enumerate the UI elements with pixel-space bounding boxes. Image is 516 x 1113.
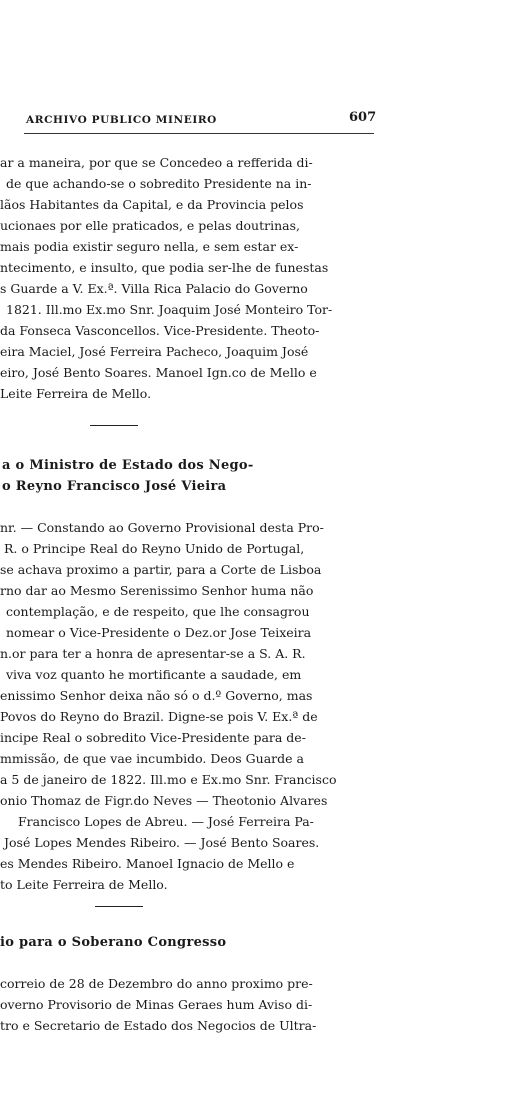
text-line: Leite Ferreira de Mello. — [0, 386, 152, 401]
text-line: 1821. Ill.mo Ex.mo Snr. Joaquim José Monteiro Tor- — [6, 302, 333, 317]
text-line: to Leite Ferreira de Mello. — [0, 877, 168, 892]
text-line: lãos Habitantes da Capital, e da Provincia pelos — [0, 197, 304, 212]
text-line: Povos do Reyno do Brazil. Digne-se pois V. Ex.ª de — [0, 709, 318, 724]
text-line: Francisco Lopes de Abreu. — José Ferreira Pa- — [18, 814, 314, 829]
text-line: José Lopes Mendes Ribeiro. — José Bento Soares. — [4, 835, 320, 850]
text-line: nomear o Vice-Presidente o Dez.or Jose Teixeira — [6, 625, 312, 640]
text-line: enissimo Senhor deixa não só o d.º Governo, mas — [0, 688, 313, 703]
text-line: a 5 de janeiro de 1822. Ill.mo e Ex.mo Snr. Francisco — [0, 772, 337, 787]
text-line: ntecimento, e insulto, que podia ser-lhe de funestas — [0, 260, 329, 275]
text-line: eiro, José Bento Soares. Manoel Ign.co de Mello e — [0, 365, 317, 380]
text-line: viva voz quanto he mortificante a saudade, em — [6, 667, 302, 682]
text-line: nr. — Constando ao Governo Provisional desta Pro- — [0, 520, 324, 535]
text-line: eira Maciel, José Ferreira Pacheco, Joaquim José — [0, 344, 309, 359]
section-separator — [90, 425, 138, 426]
text-line: mmissão, de que vae incumbido. Deos Guarde a — [0, 751, 304, 766]
text-line: n.or para ter a honra de apresentar-se a S. A. R. — [0, 646, 306, 661]
running-header — [0, 108, 516, 132]
text-line: R. o Principe Real do Reyno Unido de Portugal, — [4, 541, 305, 556]
section-3-heading: io para o Soberano Congresso — [0, 935, 227, 950]
text-line: rno dar ao Mesmo Serenissimo Senhor huma não — [0, 583, 314, 598]
text-line: es Mendes Ribeiro. Manoel Ignacio de Mello e — [0, 856, 295, 871]
text-line: mais podia existir seguro nella, e sem estar ex- — [0, 239, 299, 254]
text-line: ar a maneira, por que se Concedeo a refferida di- — [0, 155, 313, 170]
header-rule — [24, 133, 374, 134]
text-line: ucionaes por elle praticados, e pelas doutrinas, — [0, 218, 300, 233]
text-line: da Fonseca Vasconcellos. Vice-Presidente. Theoto- — [0, 323, 320, 338]
text-line: s Guarde a V. Ex.ª. Villa Rica Palacio do Governo — [0, 281, 308, 296]
heading-line: o Reyno Francisco José Vieira — [2, 479, 227, 494]
text-line: tro e Secretario de Estado dos Negocios de Ultra- — [0, 1018, 317, 1033]
running-header-title: ARCHIVO PUBLICO MINEIRO — [26, 114, 217, 126]
page-number: 607 — [349, 110, 377, 125]
text-line: overno Provisorio de Minas Geraes hum Aviso di- — [0, 997, 313, 1012]
section-separator — [95, 906, 143, 907]
text-line: onio Thomaz de Figr.do Neves — Theotonio Alvares — [0, 793, 328, 808]
text-line: correio de 28 de Dezembro do anno proximo pre- — [0, 976, 313, 991]
text-line: se achava proximo a partir, para a Corte de Lisboa — [0, 562, 322, 577]
heading-line: a o Ministro de Estado dos Nego- — [2, 458, 254, 473]
text-line: incipe Real o sobredito Vice-Presidente para de- — [0, 730, 306, 745]
text-line: de que achando-se o sobredito Presidente na in- — [6, 176, 312, 191]
text-line: contemplação, e de respeito, que lhe consagrou — [6, 604, 310, 619]
